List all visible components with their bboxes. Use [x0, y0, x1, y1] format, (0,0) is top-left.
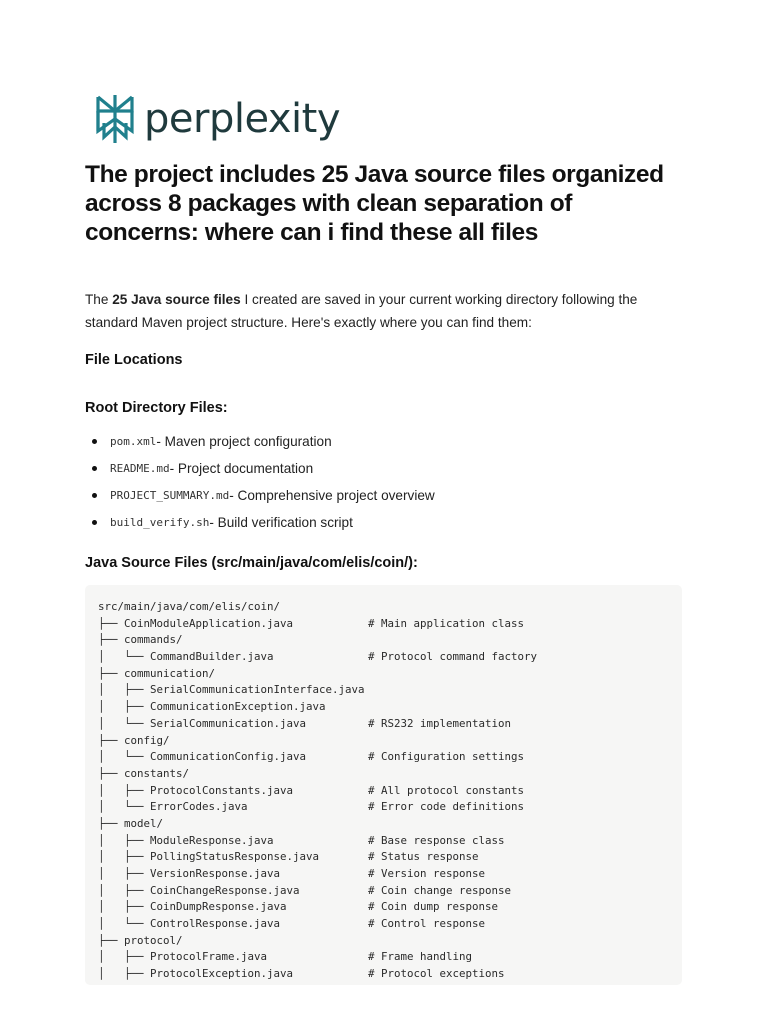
code-comment: # Error code definitions — [368, 800, 525, 814]
file-name: PROJECT_SUMMARY.md — [110, 489, 230, 502]
list-item — [92, 482, 435, 509]
file-desc: - Build verification script — [209, 515, 353, 530]
code-tree-path: ├── config/ — [98, 733, 170, 747]
code-comment: # Coin dump response — [368, 900, 499, 914]
code-tree-path: ├── constants/ — [98, 766, 190, 780]
brand-name: perplexity — [144, 96, 340, 142]
code-tree-path: │ ├── CoinChangeResponse.java — [98, 883, 300, 897]
list-item — [92, 455, 435, 482]
code-comment: # RS232 implementation — [368, 716, 512, 730]
code-tree-path: │ ├── ProtocolException.java — [98, 967, 294, 981]
bullet-icon — [92, 439, 97, 444]
code-line — [98, 849, 682, 866]
code-line — [98, 666, 682, 683]
code-tree-path: │ ├── ProtocolFrame.java — [98, 950, 268, 964]
root-files-list — [92, 428, 435, 536]
code-comment: # Protocol exceptions — [368, 967, 505, 981]
code-comment: # All protocol constants — [368, 783, 525, 797]
code-line — [98, 733, 682, 750]
bullet-icon — [92, 493, 97, 498]
code-line — [98, 916, 682, 933]
code-line — [98, 799, 682, 816]
list-item — [92, 509, 435, 536]
code-line — [98, 949, 682, 966]
code-line — [98, 966, 682, 983]
perplexity-logo — [94, 93, 340, 145]
code-comment: # Protocol command factory — [368, 650, 538, 664]
code-line — [98, 616, 682, 633]
intro-suffix: I created are saved in your current working directory following the standard Maven project structure. Here's exactly where you can find them: — [85, 292, 638, 330]
code-tree-path: ├── commands/ — [98, 633, 183, 647]
code-line — [98, 783, 682, 800]
intro-prefix: The — [85, 292, 113, 307]
file-name: pom.xml — [110, 435, 157, 448]
code-tree-path: ├── communication/ — [98, 666, 216, 680]
heading-java-source: Java Source Files (src/main/java/com/elis/coin/): — [85, 555, 418, 571]
code-tree-path: ├── CoinModuleApplication.java — [98, 616, 294, 630]
code-tree-path: │ ├── PollingStatusResponse.java — [98, 850, 320, 864]
file-desc: - Maven project configuration — [156, 434, 332, 449]
code-content — [85, 585, 682, 983]
code-comment: # Status response — [368, 850, 479, 864]
code-tree-path: │ └── SerialCommunication.java — [98, 716, 307, 730]
heading-root-directory: Root Directory Files: — [85, 400, 228, 416]
code-tree-path: │ ├── ProtocolConstants.java — [98, 783, 294, 797]
code-comment: # Frame handling — [368, 950, 473, 964]
file-name: README.md — [110, 462, 170, 475]
code-tree-path: ├── model/ — [98, 816, 164, 830]
code-tree-path: │ ├── ModuleResponse.java — [98, 833, 274, 847]
code-tree-path: │ └── CommandBuilder.java — [98, 650, 274, 664]
code-line — [98, 632, 682, 649]
perplexity-logo-icon — [94, 93, 136, 145]
code-comment: # Version response — [368, 867, 486, 880]
bullet-icon — [92, 466, 97, 471]
bullet-icon — [92, 520, 97, 525]
code-tree-path: ├── protocol/ — [98, 933, 183, 947]
list-item — [92, 428, 435, 455]
code-comment: # Coin change response — [368, 883, 512, 897]
code-line — [98, 749, 682, 766]
code-comment: # Configuration settings — [368, 750, 525, 764]
page-title: The project includes 25 Java source files organized across 8 packages with clean separation of concerns: where can i find these all files — [85, 161, 664, 246]
code-line — [98, 866, 682, 883]
code-block — [85, 585, 682, 985]
code-comment: # Control response — [368, 917, 486, 931]
code-line — [98, 649, 682, 666]
code-tree-path: │ ├── CommunicationException.java — [98, 700, 326, 714]
code-line — [98, 599, 682, 616]
code-line — [98, 766, 682, 783]
code-tree-path: │ ├── VersionResponse.java — [98, 867, 281, 880]
code-tree-path: │ ├── SerialCommunicationInterface.java — [98, 683, 365, 697]
code-comment: # Main application class — [368, 616, 525, 630]
file-desc: - Project documentation — [169, 461, 314, 476]
code-tree-path: │ └── ControlResponse.java — [98, 917, 281, 931]
code-line — [98, 883, 682, 900]
code-line — [98, 816, 682, 833]
code-tree-path: │ ├── CoinDumpResponse.java — [98, 900, 287, 914]
code-line — [98, 682, 682, 699]
code-line — [98, 933, 682, 950]
file-name: build_verify.sh — [110, 516, 210, 529]
code-comment: # Base response class — [368, 833, 505, 847]
code-tree-path: src/main/java/com/elis/coin/ — [98, 600, 281, 613]
code-line — [98, 899, 682, 916]
heading-file-locations: File Locations — [85, 352, 183, 368]
code-tree-path: │ └── ErrorCodes.java — [98, 800, 248, 814]
intro-paragraph — [85, 288, 685, 334]
code-line — [98, 833, 682, 850]
code-line — [98, 716, 682, 733]
code-line — [98, 699, 682, 716]
intro-bold: 25 Java source files — [112, 292, 241, 307]
code-tree-path: │ └── CommunicationConfig.java — [98, 750, 307, 764]
file-desc: - Comprehensive project overview — [229, 488, 435, 503]
